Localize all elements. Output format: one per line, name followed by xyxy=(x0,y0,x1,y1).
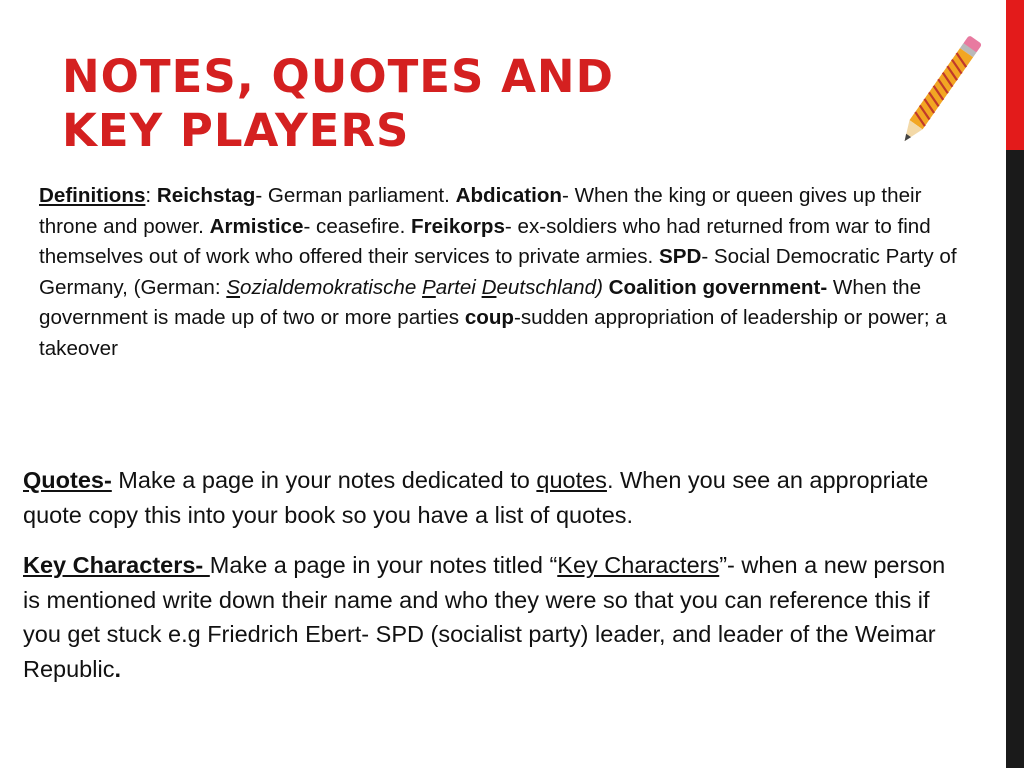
quotes-text-2: . When you see an appropriate quote copy this into your book so you have a list of quotes. xyxy=(23,467,929,528)
definitions-paragraph xyxy=(39,181,979,365)
key-characters-text-1: Make a page in your notes titled “ xyxy=(209,552,558,578)
definitions-colon: : xyxy=(145,184,152,207)
key-characters-link: Key Characters xyxy=(557,552,720,578)
key-characters-text-2: ”- when a new person is mentioned write down their name and who they were so that you can reference this if you get stuck e.g Friedrich Ebert- SPD (socialist party) leader, and leader of the Weimar Republic xyxy=(23,552,946,682)
title-line-1: NOTES, QUOTES AND xyxy=(62,50,614,103)
accent-bar-dark xyxy=(1006,150,1024,768)
slide-title xyxy=(62,50,614,158)
def-freikorps: - ex-soldiers who had returned from war to find themselves out of work who offered their services to private armies. xyxy=(39,214,931,269)
def-reichstag: - German parliament. xyxy=(255,184,456,207)
key-characters-end: . xyxy=(114,655,121,682)
quotes-label: Quotes- xyxy=(23,467,112,493)
spd-word-p: artei xyxy=(435,275,482,299)
term-armistice: Armistice xyxy=(209,214,304,238)
term-coalition: Coalition government- xyxy=(608,275,828,299)
quotes-paragraph xyxy=(23,463,963,532)
definitions-heading: Definitions xyxy=(39,184,146,207)
term-reichstag: Reichstag xyxy=(156,184,256,207)
quotes-text-1: Make a page in your notes dedicated to xyxy=(111,467,537,493)
spd-word-d: eutschland) xyxy=(496,275,603,299)
spd-letter-s: S xyxy=(226,275,241,299)
term-spd: SPD xyxy=(658,245,702,269)
term-freikorps: Freikorps xyxy=(411,214,505,238)
spd-word-s: ozialdemokratische xyxy=(240,275,423,299)
def-abdication: - When the king or queen gives up their throne and power. xyxy=(39,184,922,238)
pencil-icon xyxy=(894,24,984,160)
def-armistice: - ceasefire. xyxy=(303,214,412,238)
def-spd: - Social Democratic Party of Germany, (German: xyxy=(39,245,957,299)
term-abdication: Abdication xyxy=(455,184,563,207)
def-coalition: When the government is made up of two or more parties xyxy=(39,275,922,330)
term-coup: coup xyxy=(464,306,515,330)
spd-letter-p: P xyxy=(422,275,436,299)
key-characters-paragraph xyxy=(23,548,963,686)
spd-letter-d: D xyxy=(481,275,497,299)
accent-bar-red xyxy=(1006,0,1024,150)
title-line-2: KEY PLAYERS xyxy=(62,104,410,157)
quotes-link: quotes xyxy=(536,467,607,493)
key-characters-label: Key Characters- xyxy=(23,552,210,578)
def-coup: -sudden appropriation of leadership or power; a takeover xyxy=(39,306,947,360)
